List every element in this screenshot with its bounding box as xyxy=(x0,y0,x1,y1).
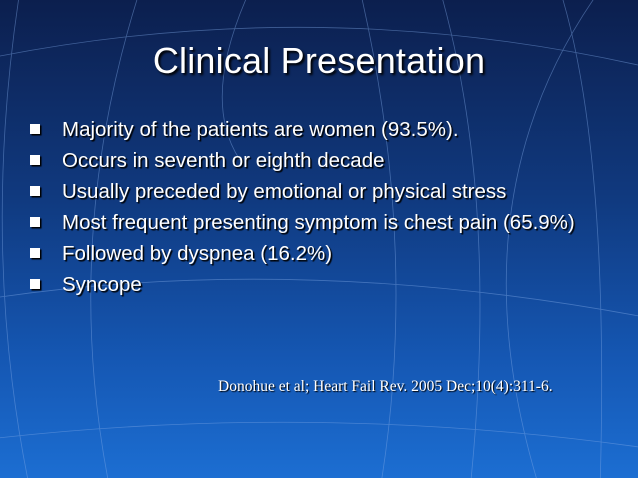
square-bullet-icon xyxy=(30,217,40,227)
square-bullet-icon xyxy=(30,186,40,196)
bullet-item xyxy=(30,207,575,238)
bullet-list xyxy=(30,114,575,300)
slide-title: Clinical Presentation xyxy=(152,40,486,81)
square-bullet-icon xyxy=(30,279,40,289)
bullet-text: Occurs in seventh or eighth decade xyxy=(62,149,385,172)
bullet-text: Majority of the patients are women (93.5%). xyxy=(62,118,459,141)
square-bullet-icon xyxy=(30,155,40,165)
bullet-item xyxy=(30,238,575,269)
citation: Donohue et al; Heart Fail Rev. 2005 Dec;10(4):311-6. xyxy=(218,378,553,395)
bullet-text: Syncope xyxy=(62,273,142,296)
bullet-text: Usually preceded by emotional or physical stress xyxy=(62,180,507,203)
bullet-text: Most frequent presenting symptom is chest pain (65.9%) xyxy=(62,211,575,234)
bullet-item xyxy=(30,269,575,300)
bullet-text: Followed by dyspnea (16.2%) xyxy=(62,242,333,265)
square-bullet-icon xyxy=(30,124,40,134)
bullet-item xyxy=(30,176,575,207)
square-bullet-icon xyxy=(30,248,40,258)
bullet-item xyxy=(30,114,575,145)
bullet-item xyxy=(30,145,575,176)
